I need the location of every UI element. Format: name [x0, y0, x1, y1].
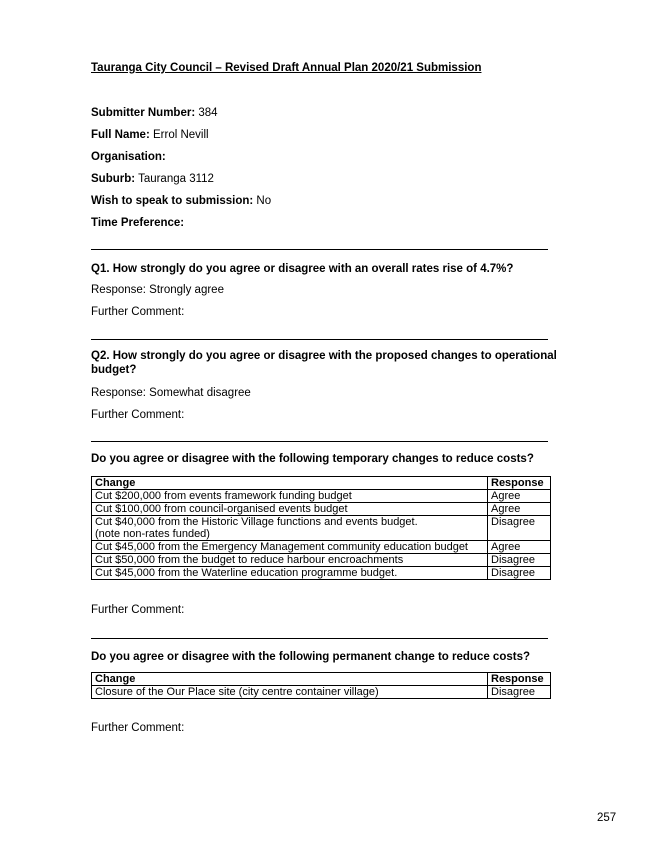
field-label: Submitter Number: — [91, 107, 196, 119]
change-cell: Closure of the Our Place site (city centre container village) — [92, 686, 488, 699]
organisation-field — [91, 151, 166, 163]
table-row — [92, 554, 551, 567]
change-cell-line2: (note non-rates funded) — [95, 528, 210, 540]
document-title: Tauranga City Council – Revised Draft Annual Plan 2020/21 Submission — [91, 62, 482, 74]
temporary-changes-table — [91, 476, 551, 580]
field-value: Tauranga 3112 — [135, 173, 214, 185]
full-name-field — [91, 129, 209, 141]
response-cell: Agree — [488, 541, 551, 554]
change-cell-line1: Cut $40,000 from the Historic Village functions and events budget. — [95, 516, 418, 528]
table-row — [92, 686, 551, 699]
submitter-number-field — [91, 107, 218, 119]
table-header-row — [92, 673, 551, 686]
permanent-change-table — [91, 672, 551, 699]
divider — [91, 441, 548, 442]
permanent-further-comment: Further Comment: — [91, 722, 185, 734]
field-value: Errol Nevill — [149, 129, 209, 141]
wish-to-speak-field — [91, 195, 271, 207]
field-value: No — [253, 195, 272, 207]
change-cell: Cut $45,000 from the Emergency Management community education budget — [92, 541, 488, 554]
change-cell: Cut $200,000 from events framework funding budget — [92, 490, 488, 503]
page-number: 257 — [597, 812, 617, 824]
change-cell: Cut $45,000 from the Waterline education programme budget. — [92, 567, 488, 580]
response-cell: Disagree — [488, 516, 551, 541]
field-label: Full Name: — [91, 129, 150, 141]
table-row — [92, 516, 551, 541]
table-row — [92, 503, 551, 516]
field-label: Wish to speak to submission: — [91, 195, 254, 207]
q2-question-line1: Q2. How strongly do you agree or disagree with the proposed changes to operational — [91, 350, 557, 362]
change-cell: Cut $100,000 from council-organised events budget — [92, 503, 488, 516]
divider — [91, 249, 548, 250]
field-label: Time Preference: — [91, 217, 185, 229]
q2-response: Response: Somewhat disagree — [91, 387, 251, 399]
q2-question-line2: budget? — [91, 364, 137, 376]
response-cell: Disagree — [488, 686, 551, 699]
response-cell: Disagree — [488, 567, 551, 580]
response-cell: Agree — [488, 490, 551, 503]
q1-response: Response: Strongly agree — [91, 284, 224, 296]
response-cell: Agree — [488, 503, 551, 516]
permanent-change-question: Do you agree or disagree with the following permanent change to reduce costs? — [91, 651, 530, 663]
table-row — [92, 490, 551, 503]
q1-question: Q1. How strongly do you agree or disagree with an overall rates rise of 4.7%? — [91, 263, 514, 275]
change-column-header: Change — [92, 673, 488, 686]
time-preference-field — [91, 217, 184, 229]
change-cell — [92, 516, 488, 541]
table-row — [92, 567, 551, 580]
response-column-header: Response — [488, 673, 551, 686]
field-value: 384 — [195, 107, 218, 119]
field-label: Organisation: — [91, 151, 166, 163]
q1-further-comment: Further Comment: — [91, 306, 185, 318]
table-row — [92, 541, 551, 554]
table-header-row — [92, 477, 551, 490]
change-cell: Cut $50,000 from the budget to reduce harbour encroachments — [92, 554, 488, 567]
temporary-further-comment: Further Comment: — [91, 604, 185, 616]
divider — [91, 339, 548, 340]
suburb-field — [91, 173, 214, 185]
change-column-header: Change — [92, 477, 488, 490]
response-column-header: Response — [488, 477, 551, 490]
divider — [91, 638, 548, 639]
q2-further-comment: Further Comment: — [91, 409, 185, 421]
response-cell: Disagree — [488, 554, 551, 567]
temporary-changes-question: Do you agree or disagree with the following temporary changes to reduce costs? — [91, 453, 534, 465]
field-label: Suburb: — [91, 173, 136, 185]
